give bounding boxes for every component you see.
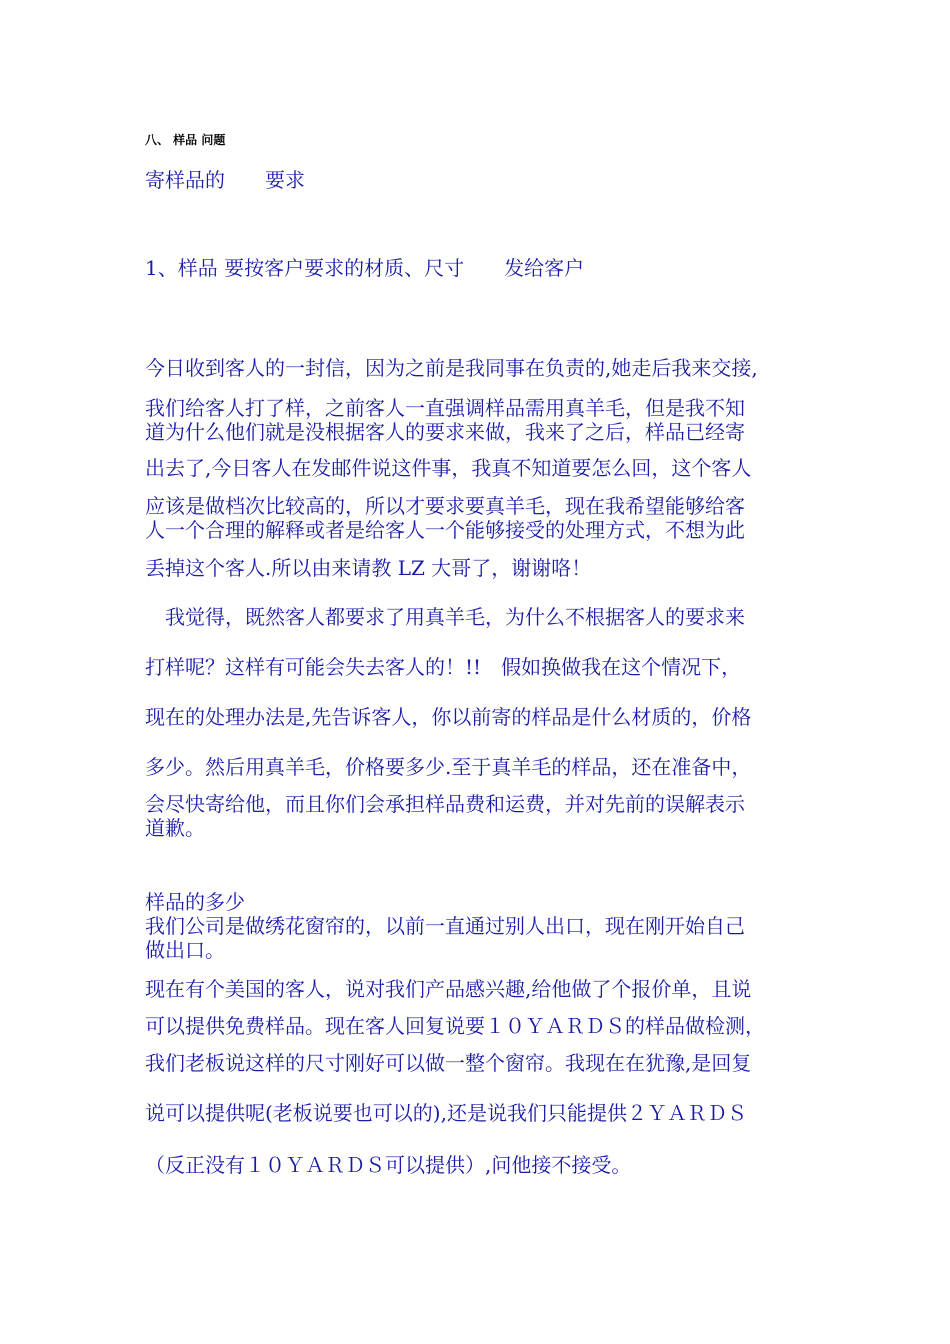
paragraph-line: 道歉。	[145, 816, 205, 840]
paragraph-line: （反正没有１０ＹＡＲＤＳ可以提供）,问他接不接受。	[145, 1153, 632, 1177]
paragraph-line: 说可以提供呢(老板说要也可以的),还是说我们只能提供２ＹＡＲＤＳ	[145, 1101, 747, 1125]
sub-heading: 寄样品的 要求	[145, 168, 305, 192]
paragraph-line: 我觉得，既然客人都要求了用真羊毛，为什么不根据客人的要求来	[145, 605, 745, 629]
paragraph-line: 打样呢？这样有可能会失去客人的！!! 假如换做我在这个情况下，	[145, 655, 742, 679]
paragraph-line: 现在的处理办法是,先告诉客人，你以前寄的样品是什么材质的，价格	[145, 705, 752, 729]
paragraph-line: 会尽快寄给他，而且你们会承担样品费和运费，并对先前的误解表示	[145, 792, 745, 816]
section-heading: 八、 样品 问题	[145, 133, 226, 147]
paragraph-line: 今日收到客人的一封信，因为之前是我同事在负责的,她走后我来交接,	[145, 356, 758, 380]
paragraph-line: 道为什么他们就是没根据客人的要求来做，我来了之后，样品已经寄	[145, 420, 745, 444]
paragraph-line: 人一个合理的解释或者是给客人一个能够接受的处理方式，不想为此	[145, 518, 745, 542]
paragraph-line: 可以提供免费样品。现在客人回复说要１０ＹＡＲＤＳ的样品做检测，	[145, 1014, 765, 1038]
paragraph-line: 我们老板说这样的尺寸刚好可以做一整个窗帘。我现在在犹豫,是回复	[145, 1051, 752, 1075]
point-heading: 1、样品 要按客户要求的材质、尺寸 发给客户	[145, 256, 585, 280]
topic-title: 样品的多少	[145, 890, 245, 914]
paragraph-line: 我们给客人打了样，之前客人一直强调样品需用真羊毛，但是我不知	[145, 396, 745, 420]
paragraph-line: 多少。然后用真羊毛，价格要多少.至于真羊毛的样品，还在准备中，	[145, 755, 752, 779]
paragraph-line: 我们公司是做绣花窗帘的，以前一直通过别人出口，现在刚开始自己	[145, 914, 745, 938]
paragraph-line: 应该是做档次比较高的，所以才要求要真羊毛，现在我希望能够给客	[145, 494, 745, 518]
paragraph-line: 丢掉这个客人.所以由来请教 LZ 大哥了，谢谢咯！	[145, 556, 592, 580]
paragraph-line: 现在有个美国的客人，说对我们产品感兴趣,给他做了个报价单，且说	[145, 977, 752, 1001]
paragraph-line: 做出口。	[145, 938, 225, 962]
paragraph-line: 出去了,今日客人在发邮件说这件事，我真不知道要怎么回，这个客人	[145, 456, 752, 480]
